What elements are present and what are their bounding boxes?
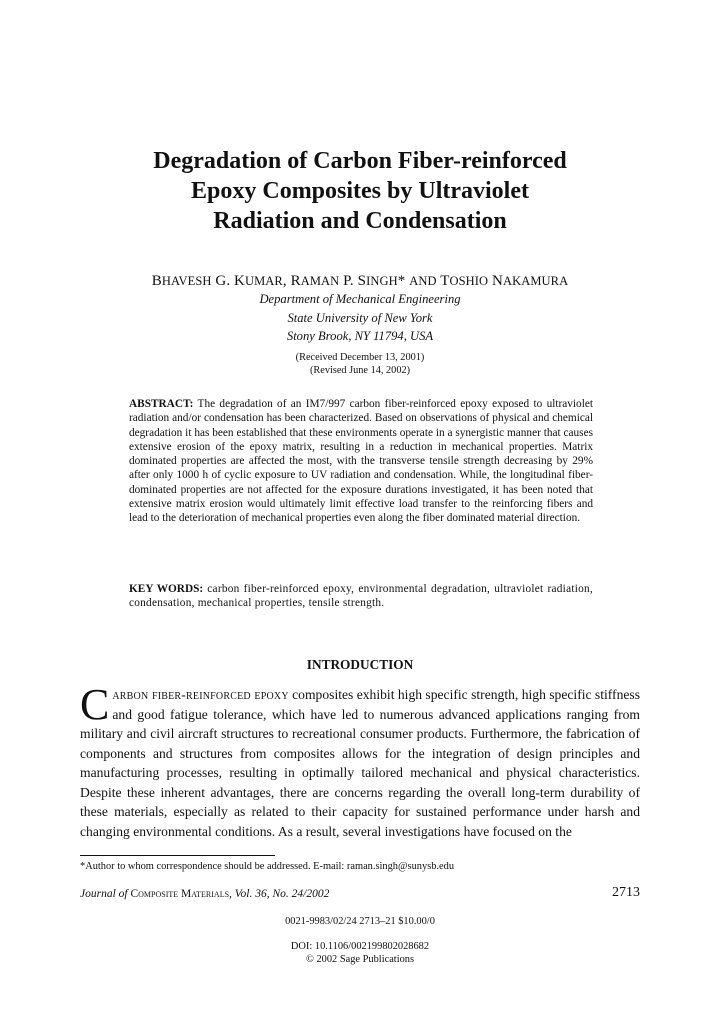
- page-number: 2713: [612, 885, 640, 900]
- journal-citation: [80, 888, 329, 900]
- author-text-part: ,: [282, 273, 291, 289]
- publication-meta: [80, 916, 640, 966]
- affiliation-location: Stony Brook, NY 11794, USA: [286, 329, 434, 343]
- journal-prefix: Journal of: [80, 888, 131, 900]
- title-line-2: Epoxy Composites by Ultraviolet: [191, 178, 529, 204]
- intro-body-text: composites exhibit high specific strength, high specific stiffness and good fatigue tolerance, which have led to numerous advanced applications ranging from military and civil aircraft structures to recreational consumer products. Furthermore, the fabrication of components and structures from composites allows for the integration of design principles and manufacturing processes, resulting in optimally tailored mechanical and physical characteristics. Despite these inherent advantages, there are concerns regarding the overall long-term durability of these materials, especially as related to their capacity for sustained performance under harsh and changing environmental conditions. As a result, several investigations have focused on the: [80, 687, 640, 839]
- issn-text: 0021-9983/02/24 2713–21 $10.00/0: [285, 916, 435, 927]
- author-text-part: K: [234, 273, 245, 289]
- author-text-part: S: [357, 273, 367, 289]
- keywords: [129, 582, 593, 611]
- abstract: [129, 397, 593, 526]
- author-text-part: P.: [339, 273, 358, 289]
- author-text-part: INGH: [366, 274, 398, 288]
- author-text-part: UMAR: [244, 274, 283, 288]
- affiliation-university: State University of New York: [287, 310, 433, 325]
- author-list: [80, 273, 640, 290]
- author-text-part: HAVESH: [161, 274, 212, 288]
- revised-date: (Revised June 14, 2002): [309, 365, 411, 376]
- received-date: (Received December 13, 2001): [295, 352, 425, 363]
- author-text-part: R: [290, 273, 301, 289]
- author-text-part: OSHIO: [449, 274, 489, 288]
- affiliation-block: [80, 290, 640, 346]
- received-dates: [80, 351, 640, 377]
- abstract-label: ABSTRACT:: [129, 398, 194, 410]
- abstract-text: The degradation of an IM7/997 carbon fiber-reinforced epoxy exposed to ultraviolet radiation and/or condensation has been characterized. Based on observations of physical and chemical degradation it has been established that these environments operate in a synergistic manner that causes extensive erosion of the epoxy matrix, resulting in a reduction in mechanical properties. Matrix dominated properties are affected the most, with the transverse tensile strength decreasing by 29% after only 1000 h of cyclic exposure to UV radiation and condensation. While, the longitudinal fiber-dominated properties are not affected for the exposure durations investigated, it has been noted that extensive matrix erosion would ultimately limit effective load transfer to the reinforcing fibers and lead to the deterioration of mechanical properties even along the fiber dominated material direction.: [129, 398, 593, 525]
- author-text-part: G.: [211, 273, 235, 289]
- author-text-part: AMAN: [300, 274, 340, 288]
- author-text-part: AKAMURA: [502, 274, 569, 288]
- footnote-correspondence: *Author to whom correspondence should be addressed. E-mail: raman.singh@sunysb.edu: [80, 861, 455, 872]
- introduction-paragraph: [80, 680, 640, 841]
- section-heading-introduction: INTRODUCTION: [306, 657, 414, 672]
- affiliation-department: Department of Mechanical Engineering: [259, 292, 461, 306]
- author-text-part: N: [492, 273, 503, 289]
- journal-volume: , Vol. 36, No. 24/2002: [229, 888, 330, 900]
- footnote-divider: [80, 855, 275, 856]
- keywords-label: KEY WORDS:: [129, 583, 204, 595]
- author-text-part: T: [440, 273, 450, 289]
- author-text-part: B: [151, 273, 162, 289]
- journal-name: Composite Materials: [130, 888, 230, 900]
- doi-text: DOI: 10.1106/002199802028682: [290, 941, 430, 952]
- intro-lead-words: arbon fiber-reinforced epoxy: [112, 687, 289, 702]
- keywords-text: carbon fiber-reinforced epoxy, environmental degradation, ultraviolet radiation, condensation, mechanical properties, tensile strength.: [129, 583, 593, 610]
- author-text-part: AND: [409, 274, 437, 288]
- title-line-1: Degradation of Carbon Fiber-reinforced: [153, 148, 567, 174]
- copyright-text: © 2002 Sage Publications: [305, 953, 415, 965]
- paper-title: [80, 146, 640, 236]
- drop-cap: C: [80, 680, 110, 729]
- issn-doi-line: [80, 916, 640, 954]
- author-text-part: *: [397, 273, 410, 289]
- title-line-3: Radiation and Condensation: [213, 208, 507, 234]
